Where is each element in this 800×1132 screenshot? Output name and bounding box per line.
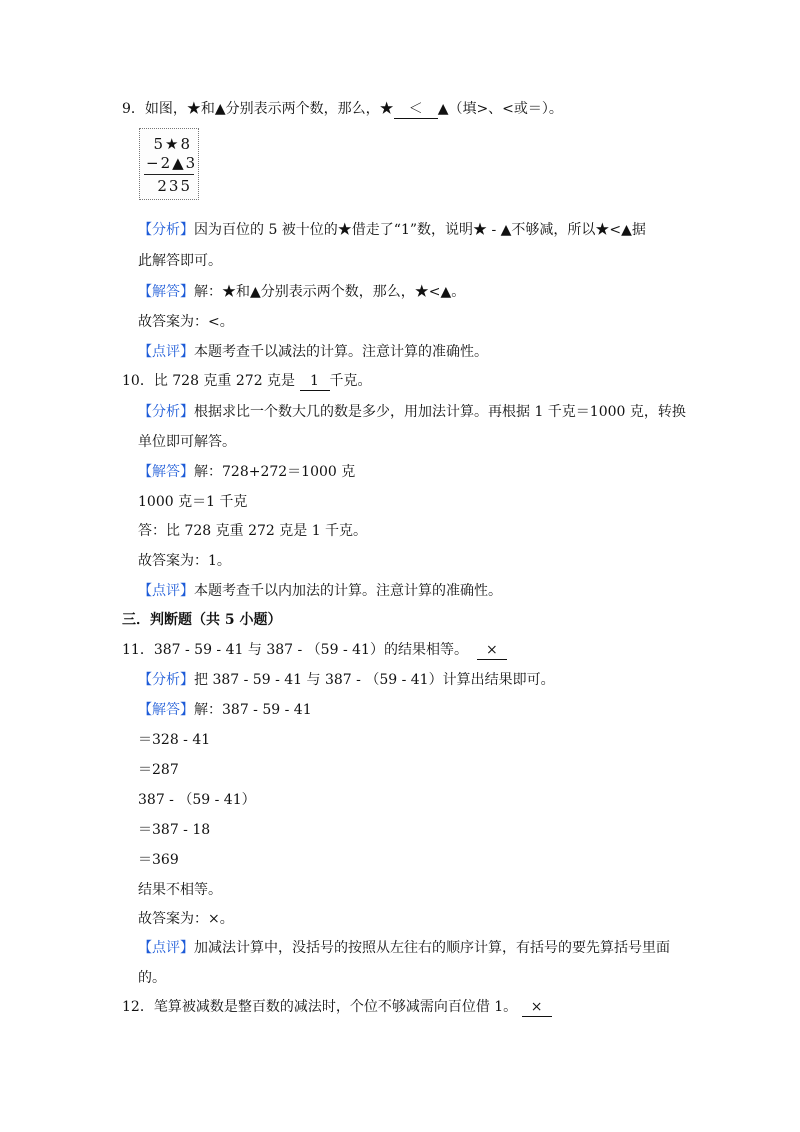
section-title: 三．判断题（共 5 小题） <box>122 612 282 628</box>
q11-comment <box>138 938 670 958</box>
q11-answer-text: 解：387 - 59 - 41 <box>194 702 312 718</box>
q12-question <box>122 997 552 1017</box>
analysis-tag: 【分析】 <box>138 404 194 420</box>
q10-rest: 千克。 <box>329 373 372 389</box>
q11-answer-blank: × <box>477 641 507 660</box>
figure-rule <box>144 174 194 175</box>
q9-answer-blank: ＜ <box>394 100 438 119</box>
q9-analysis <box>138 220 646 240</box>
q9-comment-text: 本题考查千以减法的计算。注意计算的准确性。 <box>194 344 488 360</box>
q10-text: 10．比 728 克重 272 克是 <box>122 373 296 389</box>
q10-analysis-line1: 根据求比一个数大几的数是多少，用加法计算。再根据 1 千克＝1000 克，转换 <box>194 404 686 420</box>
q10-final: 故答案为：1。 <box>138 553 231 569</box>
q9-question <box>122 99 563 119</box>
figure-row-2: −2▲3 <box>146 154 198 172</box>
answer-tag: 【解答】 <box>138 284 194 300</box>
figure-row-3: 235 <box>157 177 192 195</box>
q9-final: 故答案为：<。 <box>138 314 234 330</box>
subtraction-figure <box>139 128 199 200</box>
q11-step: ＝387 - 18 <box>138 822 211 838</box>
q10-comment-text: 本题考查千以内加法的计算。注意计算的准确性。 <box>194 583 502 599</box>
q11-answer <box>138 700 312 720</box>
q11-text: 11．387 - 59 - 41 与 387 - （59 - 41）的结果相等。 <box>122 642 468 658</box>
q10-analysis-line2: 单位即可解答。 <box>138 434 236 450</box>
q9-analysis-line2: 此解答即可。 <box>138 253 222 269</box>
q11-analysis <box>138 670 555 690</box>
q10-answer-text: 解：728+272＝1000 克 <box>194 464 356 480</box>
q9-answer <box>138 282 465 302</box>
q9-text: 9．如图，★和▲分别表示两个数，那么，★ <box>122 101 394 117</box>
q10-analysis <box>138 402 686 422</box>
q9-analysis-line1: 因为百位的 5 被十位的★借走了“1”数，说明★ - ▲不够减，所以★<▲据 <box>194 222 646 238</box>
q11-question <box>122 640 507 660</box>
q10-step1: 1000 克＝1 千克 <box>138 494 248 510</box>
q11-final: 故答案为：×。 <box>138 911 234 927</box>
figure-row-1: 5★8 <box>153 135 192 153</box>
q10-step2: 答：比 728 克重 272 克是 1 千克。 <box>138 523 368 539</box>
answer-tag: 【解答】 <box>138 702 194 718</box>
answer-tag: 【解答】 <box>138 464 194 480</box>
q12-text: 12．笔算被减数是整百数的减法时，个位不够减需向百位借 1。 <box>122 999 518 1015</box>
q10-question <box>122 371 372 391</box>
analysis-tag: 【分析】 <box>138 672 194 688</box>
q9-rest: ▲（填>、<或＝）。 <box>437 101 563 117</box>
comment-tag: 【点评】 <box>138 583 194 599</box>
q11-analysis-text: 把 387 - 59 - 41 与 387 - （59 - 41）计算出结果即可。 <box>194 672 555 688</box>
q10-answer <box>138 462 355 482</box>
comment-tag: 【点评】 <box>138 940 194 956</box>
q11-comment-line2: 的。 <box>138 970 166 986</box>
q11-step: 387 - （59 - 41） <box>138 792 256 808</box>
q11-comment-line1: 加减法计算中，没括号的按照从左往右的顺序计算，有括号的要先算括号里面 <box>194 940 670 956</box>
q11-step: ＝328 - 41 <box>138 732 211 748</box>
q10-answer-blank: 1 <box>300 372 330 391</box>
q10-comment <box>138 581 502 601</box>
q9-answer-text: 解：★和▲分别表示两个数，那么，★<▲。 <box>194 284 466 300</box>
analysis-tag: 【分析】 <box>138 222 194 238</box>
q12-answer-blank: × <box>522 998 552 1017</box>
q9-comment <box>138 342 488 362</box>
q11-step: 结果不相等。 <box>138 882 222 898</box>
q11-step: ＝369 <box>138 852 179 868</box>
q11-step: ＝287 <box>138 762 179 778</box>
comment-tag: 【点评】 <box>138 344 194 360</box>
